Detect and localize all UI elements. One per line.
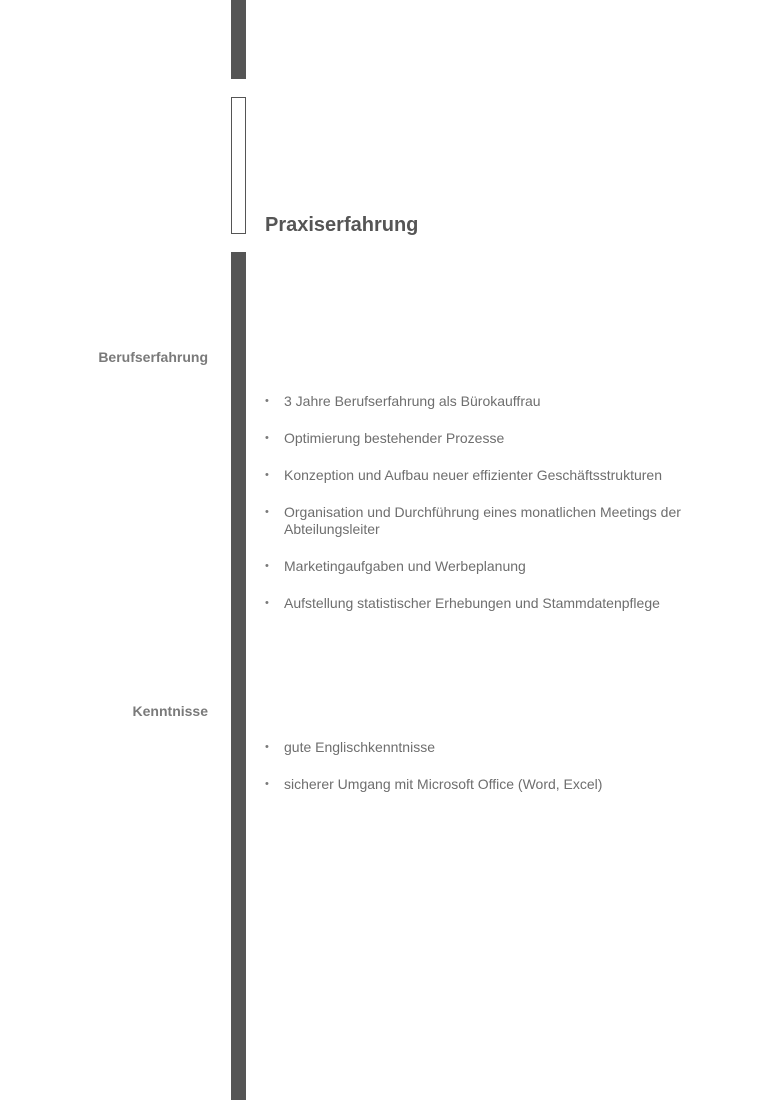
list-item xyxy=(265,467,705,484)
kenntnisse-list xyxy=(265,739,705,813)
bullet-icon: • xyxy=(265,395,269,407)
list-item-text: Konzeption und Aufbau neuer effizienter Geschäftsstrukturen xyxy=(284,467,662,483)
list-item-text: Optimierung bestehender Prozesse xyxy=(284,430,505,446)
list-item-text: sicherer Umgang mit Microsoft Office (Word, Excel) xyxy=(284,776,603,792)
decorative-bar-main xyxy=(231,252,246,1100)
list-item-text: 3 Jahre Berufserfahrung als Bürokauffrau xyxy=(284,393,541,409)
bullet-icon: • xyxy=(265,560,269,572)
bullet-icon: • xyxy=(265,778,269,790)
list-item xyxy=(265,595,705,612)
bullet-icon: • xyxy=(265,469,269,481)
bullet-icon: • xyxy=(265,506,269,518)
list-item xyxy=(265,739,705,756)
berufserfahrung-label: Berufserfahrung xyxy=(98,349,208,365)
list-item xyxy=(265,558,705,575)
list-item-text: gute Englischkenntnisse xyxy=(284,739,435,755)
decorative-bar-top xyxy=(231,0,246,79)
list-item xyxy=(265,393,705,410)
decorative-bar-outline xyxy=(231,97,246,234)
bullet-icon: • xyxy=(265,741,269,753)
bullet-icon: • xyxy=(265,597,269,609)
list-item xyxy=(265,430,705,447)
list-item xyxy=(265,776,705,793)
list-item-text: Aufstellung statistischer Erhebungen und Stammdatenpflege xyxy=(284,595,660,611)
list-item-text: Organisation und Durchführung eines monatlichen Meetings der Abteilungsleiter xyxy=(284,504,681,537)
kenntnisse-label: Kenntnisse xyxy=(132,703,208,719)
bullet-icon: • xyxy=(265,432,269,444)
berufserfahrung-list xyxy=(265,393,705,632)
section-title: Praxiserfahrung xyxy=(265,214,419,236)
list-item xyxy=(265,504,705,538)
list-item-text: Marketingaufgaben und Werbeplanung xyxy=(284,558,526,574)
